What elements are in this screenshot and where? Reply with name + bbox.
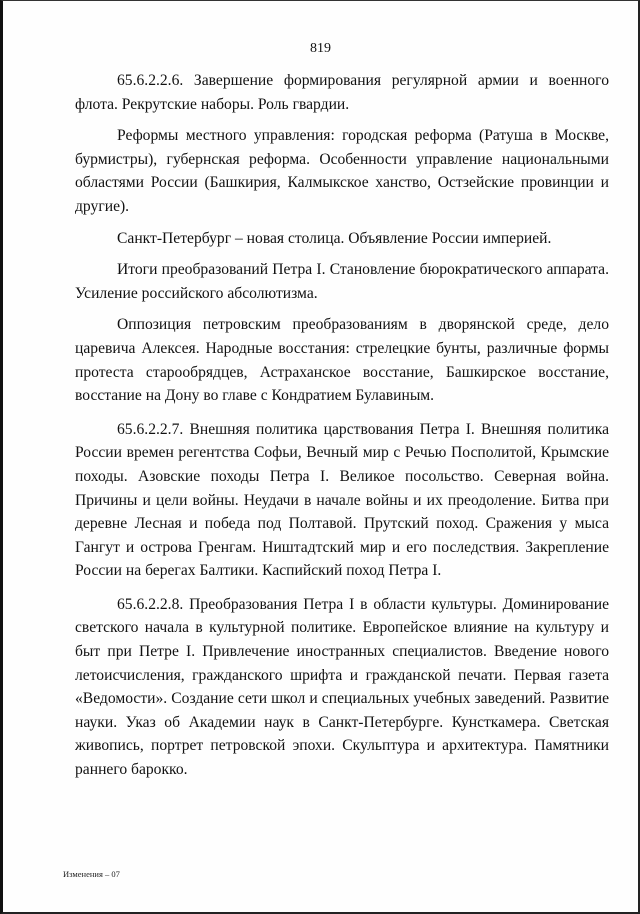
- paragraph-local-government: Реформы местного управления: городская реформа (Ратуша в Москве, бурмистры), губернская реформа. Особенности управление национальными областями России (Башкирия, Калмыкское ханство, Остзейские провинции и другие).: [75, 127, 609, 215]
- paragraph-foreign-policy: 65.6.2.2.7. Внешняя политика царствования Петра I. Внешняя политика России времен регентства Софьи, Вечный мир с Речью Посполитой, Крымские походы. Азовские походы Петра I. Великое посольство. Северная война. Причины и цели войны. Неудачи в начале войны и их преодоление. Битва при деревне Лесная и победа под Полтавой. Прутский поход. Сражения у мыса Гангут и острова Гренгам. Ништадтский мир и его последствия. Закрепление России на берегах Балтики. Каспийский поход Петра I.: [75, 420, 609, 580]
- paragraph-opposition: Оппозиция петровским преобразованиям в дворянской среде, дело царевича Алексея. Народные восстания: стрелецкие бунты, различные формы протеста старообрядцев, Астраханское восстание, Башкирское восстание, восстание на Дону во главе с Кондратием Булавиным.: [75, 316, 609, 405]
- page-number: 819: [310, 41, 331, 56]
- revision-footer: Изменения – 07: [63, 869, 120, 879]
- paragraph-saint-petersburg: Санкт-Петербург – новая столица. Объявление России империей.: [117, 229, 552, 247]
- document-body: [75, 69, 609, 790]
- paragraph-reform-results: Итоги преобразований Петра I. Становление бюрократического аппарата. Усиление российского абсолютизма.: [75, 261, 609, 302]
- paragraph-culture: 65.6.2.2.8. Преобразования Петра I в области культуры. Доминирование светского начала в культурной политике. Европейское влияние на культуру и быт при Петре I. Привлечение иностранных специалистов. Введение нового летоисчисления, гражданского шрифта и гражданской печати. Первая газета «Ведомости». Создание сети школ и специальных учебных заведений. Развитие науки. Указ об Академии наук в Санкт-Петербурге. Кунсткамера. Светская живопись, портрет петровской эпохи. Скульптура и архитектура. Памятники раннего барокко.: [75, 595, 609, 779]
- paragraph-army-navy: 65.6.2.2.6. Завершение формирования регулярной армии и военного флота. Рекрутские наборы. Роль гвардии.: [75, 72, 609, 113]
